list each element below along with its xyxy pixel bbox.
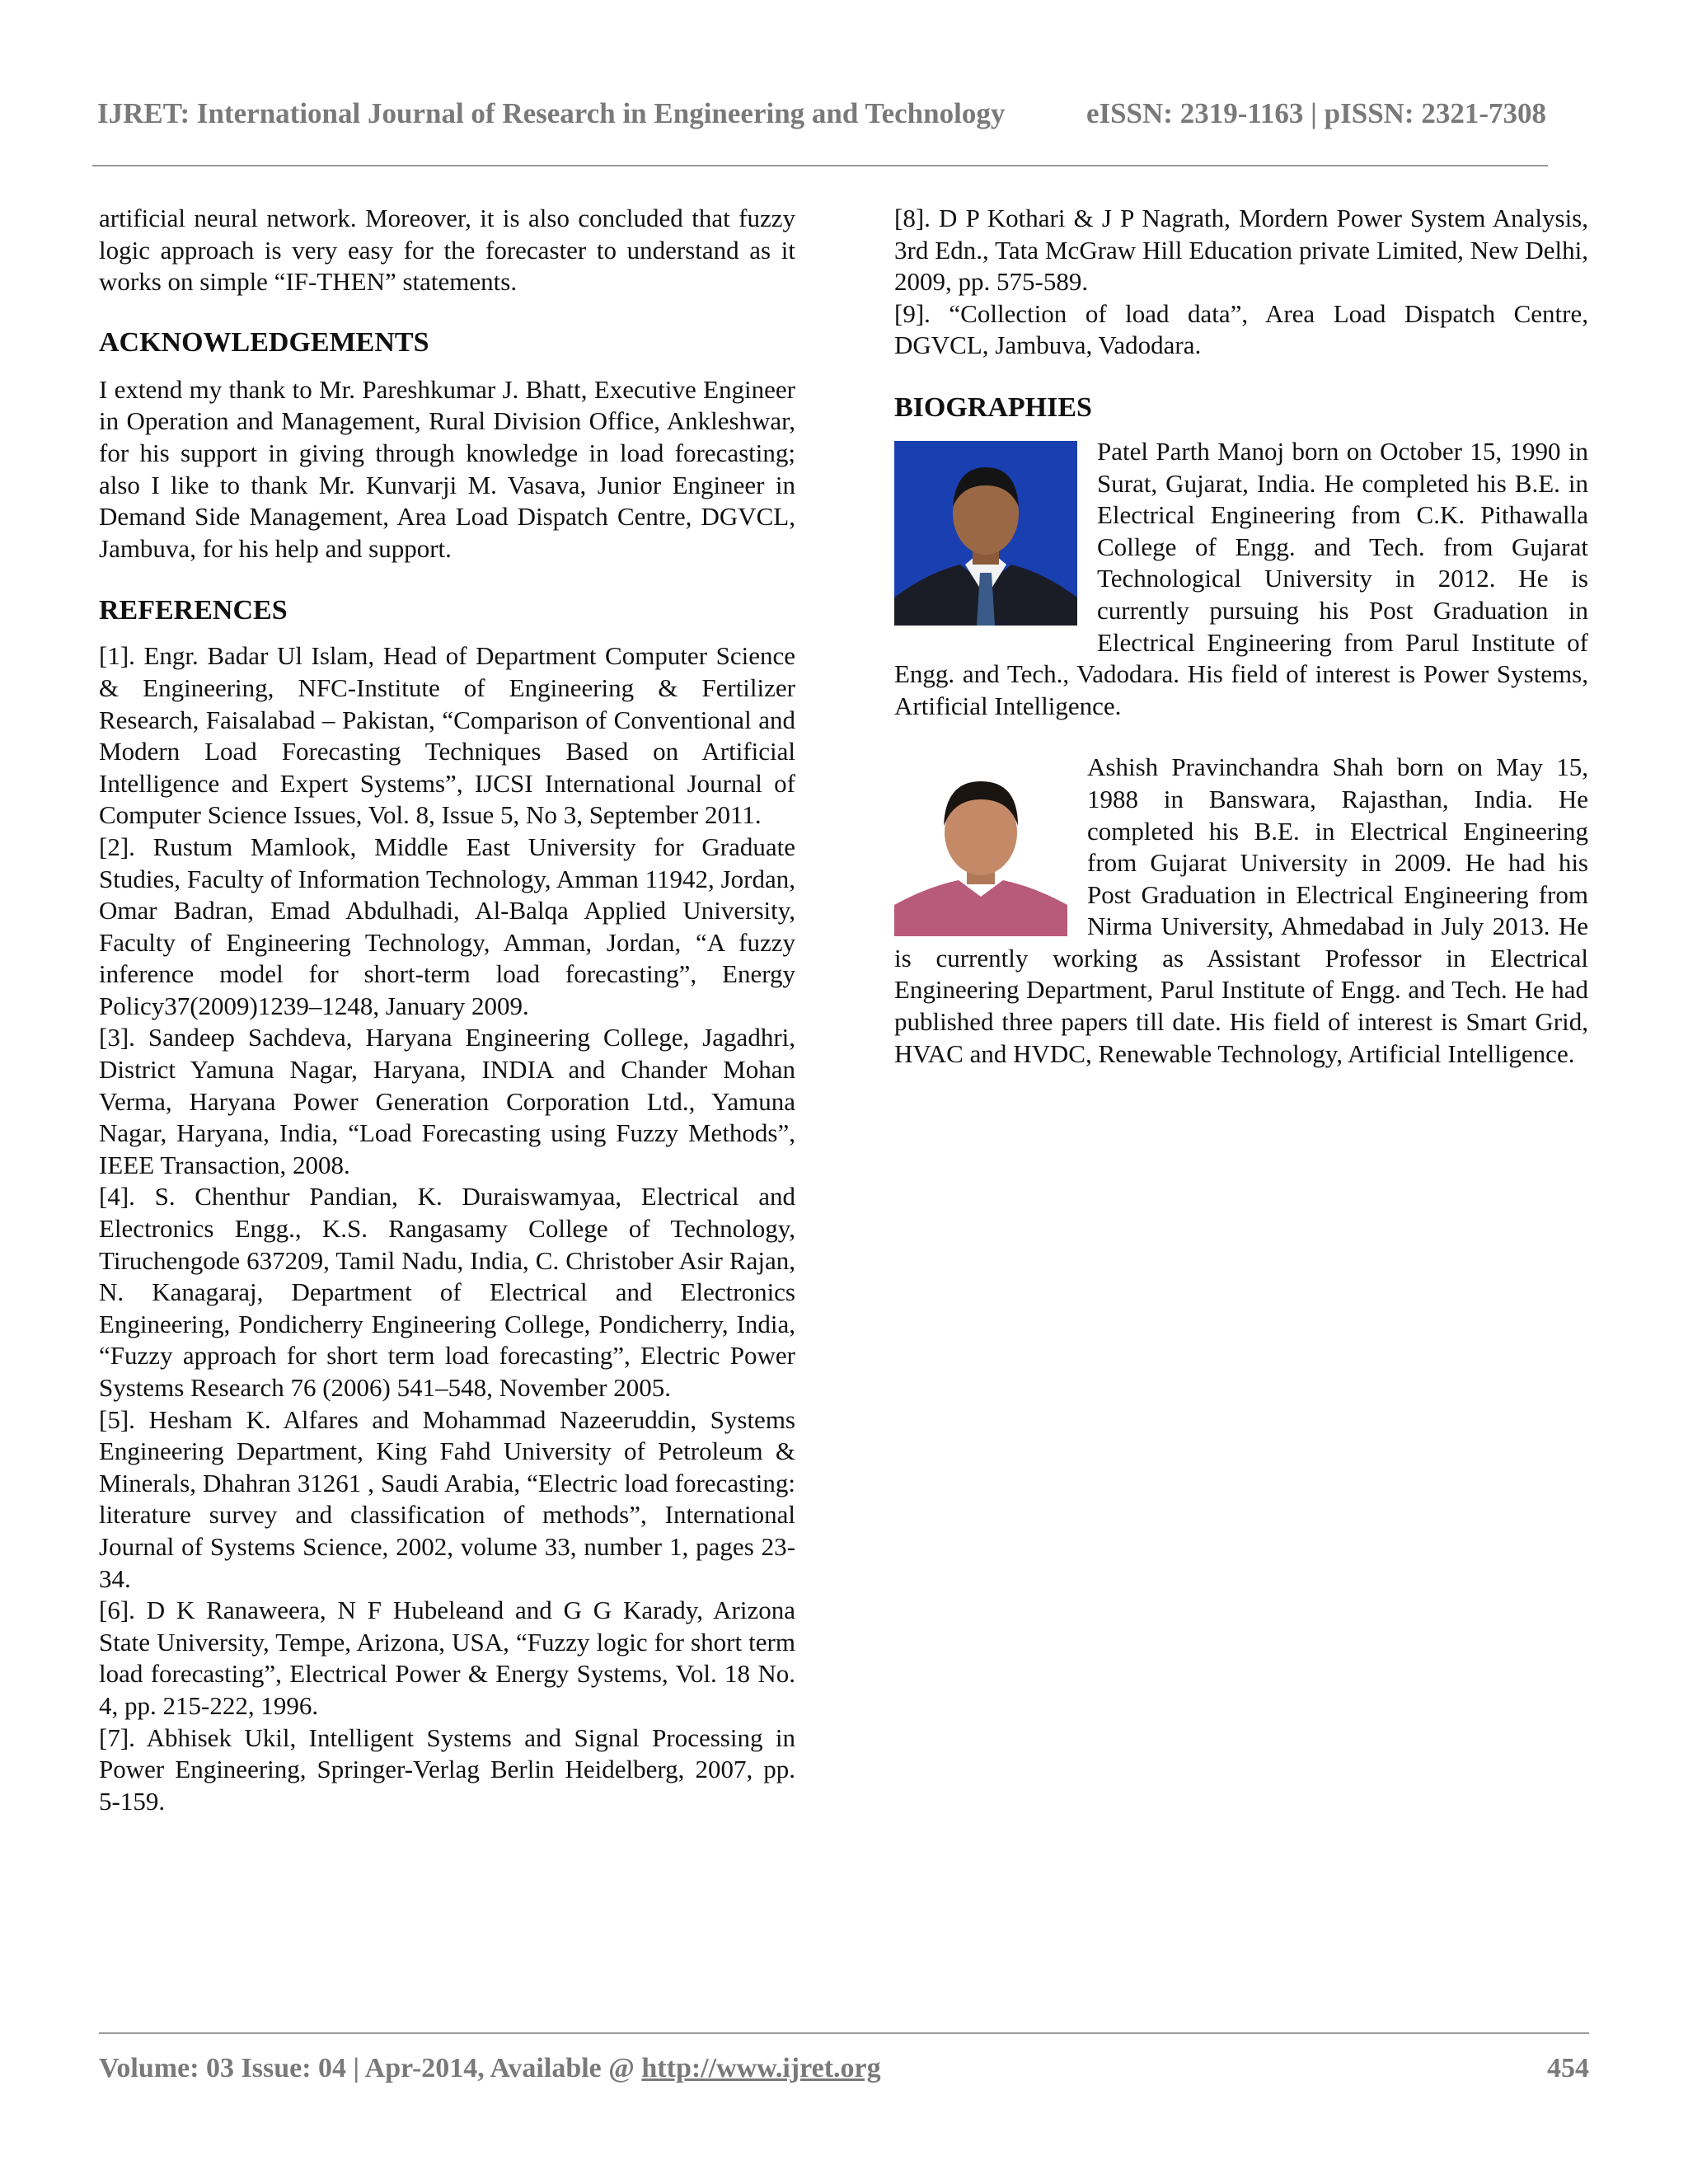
left-column — [99, 203, 795, 1817]
reference-item-3: [3]. Sandeep Sachdeva, Haryana Engineering College, Jagadhri, District Yamuna Nagar, Haryana, INDIA and Chander Mohan Verma, Haryana Power Generation Corporation Ltd., Yamuna Nagar, Haryana, India, “Load Forecasting using Fuzzy Methods”, IEEE Transaction, 2008. — [99, 1023, 795, 1179]
reference-item-2: [2]. Rustum Mamlook, Middle East University for Graduate Studies, Faculty of Information Technology, Amman 11942, Jordan, Omar Badran, Emad Abdulhadi, Al-Balqa Applied University, Faculty of Engineering Technology, Amman, Jordan, “A fuzzy inference model for short-term load forecasting”, Energy Policy37(2009)1239–1248, January 2009. — [99, 832, 795, 1020]
author-bio-text-1: Patel Parth Manoj born on October 15, 1990 in Surat, Gujarat, India. He completed his B.E. in Electrical Engineering from C.K. Pithawalla College of Engg. and Tech. from Gujarat Technological University in 2012. He is currently pursuing his Post Graduation in Electrical Engineering from Parul Institute of Engg. and Tech., Vadodara. His field of interest is Power Systems, Artificial Intelligence. — [894, 436, 1588, 720]
right-column — [894, 203, 1588, 1070]
references-heading: REFERENCES — [99, 595, 288, 626]
volume-issue-text: Volume: 03 Issue: 04 | Apr-2014, Available @ — [99, 2053, 642, 2083]
running-footer — [99, 2053, 1589, 2084]
reference-item-5: [5]. Hesham K. Alfares and Mohammad Nazeeruddin, Systems Engineering Department, King Fahd University of Petroleum & Minerals, Dhahran 31261 , Saudi Arabia, “Electric load forecasting: literature survey and classification of methods”, International Journal of Systems Science, 2002, volume 33, number 1, pages 23-34. — [99, 1404, 795, 1593]
reference-item-7: [7]. Abhisek Ukil, Intelligent Systems and Signal Processing in Power Engineering, Springer-Verlag Berlin Heidelberg, 2007, pp. 5-159. — [99, 1722, 795, 1816]
reference-item-8: [8]. D P Kothari & J P Nagrath, Mordern Power System Analysis, 3rd Edn., Tata McGraw Hill Education private Limited, New Delhi, 2009, pp. 575-589. — [894, 204, 1588, 297]
author-bio-2 — [894, 752, 1588, 1070]
reference-item-4: [4]. S. Chenthur Pandian, K. Duraiswamyaa, Electrical and Electronics Engg., K.S. Rangasamy College of Technology, Tiruchengode 637209, Tamil Nadu, India, C. Christober Asir Rajan, N. Kanagaraj, Department of Electrical and Electronics Engineering, Pondicherry Engineering College, Pondicherry, India, “Fuzzy approach for short term load forecasting”, Electric Power Systems Research 76 (2006) 541–548, November 2005. — [99, 1182, 795, 1402]
page-number: 454 — [1547, 2053, 1589, 2083]
reference-item-6: [6]. D K Ranaweera, N F Hubeleand and G G Karady, Arizona State University, Tempe, Arizona, USA, “Fuzzy logic for short term load forecasting”, Electrical Power & Energy Systems, Vol. 18 No. 4, pp. 215-222, 1996. — [99, 1596, 795, 1720]
journal-website-link[interactable]: http://www.ijret.org — [641, 2053, 881, 2083]
issn-label: eISSN: 2319-1163 | pISSN: 2321-7308 — [1085, 97, 1546, 129]
biographies-heading: BIOGRAPHIES — [894, 391, 1092, 423]
issue-info — [99, 2053, 881, 2084]
reference-item-1: [1]. Engr. Badar Ul Islam, Head of Department Computer Science & Engineering, NFC-Institute of Engineering & Fertilizer Research, Faisalabad – Pakistan, “Comparison of Conventional and Modern Load Forecasting Techniques Based on Artificial Intelligence and Expert Systems”, IJCSI International Journal of Computer Science Issues, Vol. 8, Issue 5, No 3, September 2011. — [99, 641, 795, 830]
conclusion-continuation-paragraph: artificial neural network. Moreover, it is also concluded that fuzzy logic approach is very easy for the forecaster to understand as it works on simple “IF-THEN” statements. — [99, 204, 795, 297]
reference-item-9: [9]. “Collection of load data”, Area Load Dispatch Centre, DGVCL, Jambuva, Vadodara. — [894, 298, 1588, 360]
header-divider — [92, 165, 1548, 166]
reference-list — [99, 640, 795, 1817]
author-photo-patel — [894, 441, 1077, 626]
footer-divider — [99, 2032, 1589, 2034]
author-photo-shah — [894, 757, 1067, 936]
author-bio-text-2: Ashish Pravinchandra Shah born on May 15, 1988 in Banswara, Rajasthan, India. He completed his B.E. in Electrical Engineering from Gujarat University in 2009. He had his Post Graduation in Electrical Engineering from Nirma University, Ahmedabad in July 2013. He is currently working as Assistant Professor in Electrical Engineering Department, Parul Institute of Engg. and Tech. He had published three papers till date. His field of interest is Smart Grid, HVAC and HVDC, Renewable Technology, Artificial Intelligence. — [894, 752, 1588, 1068]
acknowledgements-paragraph: I extend my thank to Mr. Pareshkumar J. Bhatt, Executive Engineer in Operation and Management, Rural Division Office, Ankleshwar, for his support in giving through knowledge in load forecasting; also I like to thank Mr. Kunvarji M. Vasava, Junior Engineer in Demand Side Management, Area Load Dispatch Centre, DGVCL, Jambuva, for his help and support. — [99, 374, 795, 563]
acknowledgements-heading: ACKNOWLEDGEMENTS — [99, 326, 429, 358]
running-header — [97, 97, 1546, 130]
author-bio-1 — [894, 436, 1588, 722]
journal-title: IJRET: International Journal of Research in Engineering and Technology — [97, 97, 1006, 129]
